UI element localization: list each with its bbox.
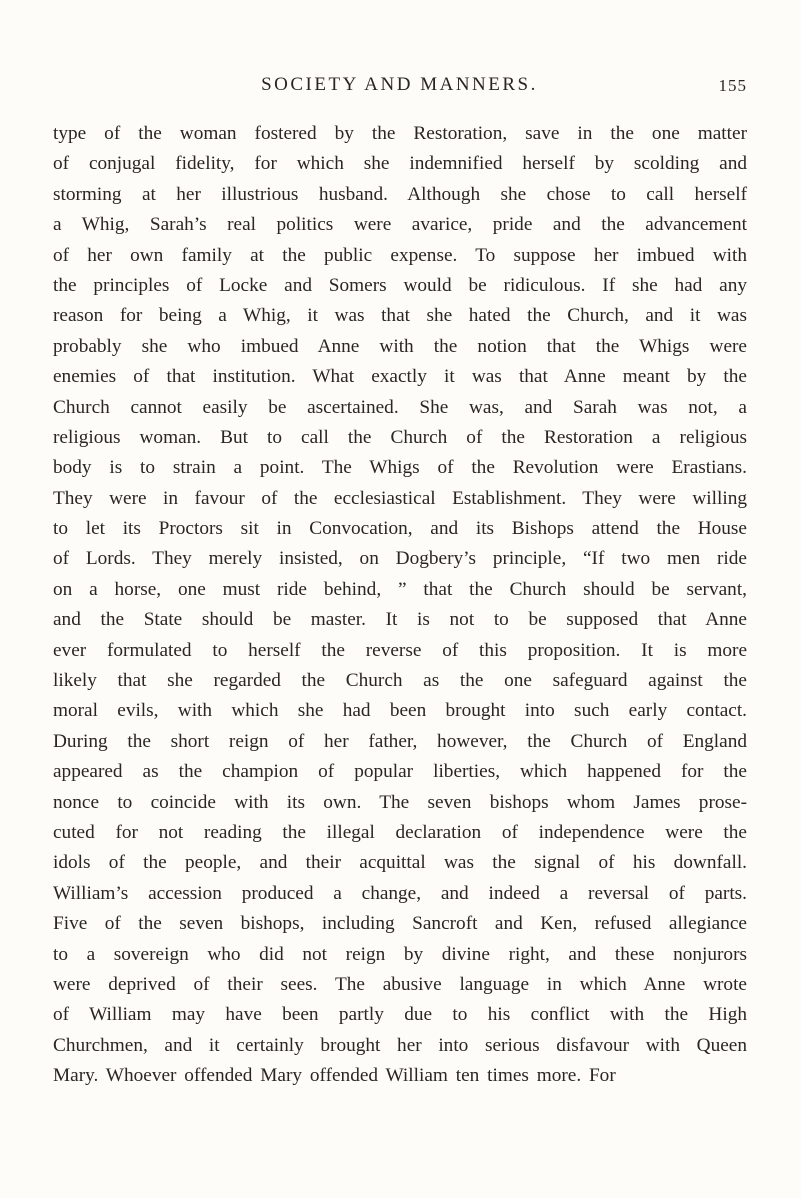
text-line: Five of the seven bishops, including Sancroft and Ken, refused allegiance [53,913,747,935]
text-line: ever formulated to herself the reverse of this proposition. It is more [53,639,747,661]
text-line: likely that she regarded the Church as the one safeguard against the [53,670,747,692]
text-line: on a horse, one must ride behind, ” that the Church should be servant, [53,578,747,600]
text-line: to let its Proctors sit in Convocation, and its Bishops attend the House [53,518,747,540]
text-line: Mary. Whoever offended Mary offended William ten times more. For [53,1065,616,1087]
text-line: storming at her illustrious husband. Although she chose to call herself [53,183,747,205]
text-line: moral evils, with which she had been brought into such early contact. [53,700,747,722]
text-line: During the short reign of her father, however, the Church of England [53,730,747,752]
text-line: religious woman. But to call the Church of the Restoration a religious [53,426,747,448]
text-line: and the State should be master. It is not to be supposed that Anne [53,609,747,631]
running-head [52,74,747,100]
text-line: were deprived of their sees. The abusive language in which Anne wrote [53,973,747,995]
text-line: of her own family at the public expense. To suppose her imbued with [53,244,747,266]
running-title: SOCIETY AND MANNERS. [261,74,538,95]
text-line: They were in favour of the ecclesiastical Establishment. They were willing [53,487,747,509]
text-line: enemies of that institution. What exactly it was that Anne meant by the [53,366,747,388]
text-line: probably she who imbued Anne with the notion that the Whigs were [53,335,747,357]
text-line: nonce to coincide with its own. The seven bishops whom James prose- [53,791,747,813]
text-line: William’s accession produced a change, and indeed a reversal of parts. [53,882,747,904]
text-line: Church cannot easily be ascertained. She was, and Sarah was not, a [53,396,747,418]
text-line: Churchmen, and it certainly brought her into serious disfavour with Queen [53,1034,747,1056]
text-line: idols of the people, and their acquittal was the signal of his downfall. [53,852,747,874]
text-line: cuted for not reading the illegal declaration of independence were the [53,821,747,843]
text-line: the principles of Locke and Somers would be ridiculous. If she had any [53,274,747,296]
text-line: of conjugal fidelity, for which she indemnified herself by scolding and [53,153,747,175]
text-line: body is to strain a point. The Whigs of the Revolution were Erastians. [53,457,747,479]
text-line: to a sovereign who did not reign by divine right, and these nonjurors [53,943,747,965]
text-line: type of the woman fostered by the Restoration, save in the one matter [53,123,747,144]
text-line: of William may have been partly due to his conflict with the High [53,1004,747,1026]
text-line: appeared as the champion of popular liberties, which happened for the [53,761,747,783]
text-line: reason for being a Whig, it was that she hated the Church, and it was [53,305,747,327]
page-number: 155 [718,76,747,95]
body-text [53,119,747,1092]
text-line: a Whig, Sarah’s real politics were avarice, pride and the advancement [53,214,747,236]
text-line: of Lords. They merely insisted, on Dogbery’s principle, “If two men ride [53,548,747,570]
